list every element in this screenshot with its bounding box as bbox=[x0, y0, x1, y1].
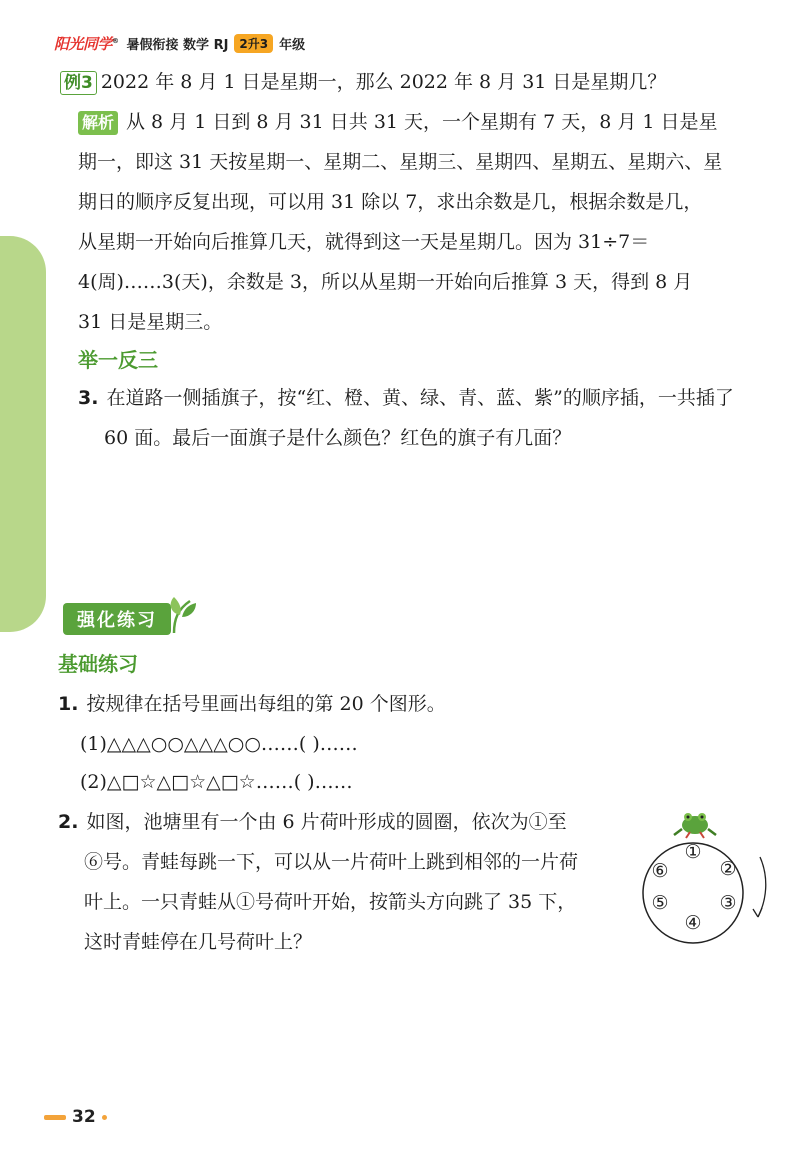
analysis-tag: 解析 bbox=[78, 111, 118, 135]
example-question: 例3 2022 年 8 月 1 日是星期一，那么 2022 年 8 月 31 日是星期几？ bbox=[60, 68, 666, 96]
leaf-icon bbox=[168, 595, 198, 635]
question-3-line-1: 3. 在道路一侧插旗子，按“红、橙、黄、绿、青、蓝、紫”的顺序插，一共插了 bbox=[78, 387, 734, 409]
question-1-part-1: (1)△△△○○△△△○○……( )…… bbox=[80, 733, 358, 755]
pond-diagram bbox=[640, 805, 780, 945]
question-2-line-3: 叶上。一只青蛙从①号荷叶开始，按箭头方向跳了 35 下， bbox=[84, 891, 577, 913]
example-tag: 例3 bbox=[60, 71, 97, 95]
book-title: 暑假衔接 数学 RJ bbox=[126, 37, 229, 53]
page-header bbox=[54, 32, 305, 54]
reinforce-label: 强化练习 bbox=[63, 603, 171, 635]
question-1: 1. 按规律在括号里画出每组的第 20 个图形。 bbox=[58, 693, 446, 715]
basic-practice-heading: 基础练习 bbox=[58, 652, 138, 676]
pad-6: ⑥ bbox=[651, 860, 669, 882]
analysis-line-3: 期日的顺序反复出现，可以用 31 除以 7，求出余数是几，根据余数是几， bbox=[78, 191, 703, 213]
grade-badge: 2升3 bbox=[234, 34, 273, 53]
pad-1: ① bbox=[684, 841, 702, 863]
analysis-line-2: 期一，即这 31 天按星期一、星期二、星期三、星期四、星期五、星期六、星 bbox=[78, 151, 723, 173]
question-2-line-1: 2. 如图，池塘里有一个由 6 片荷叶形成的圆圈，依次为①至 bbox=[58, 811, 567, 833]
practice-heading: 举一反三 bbox=[78, 348, 158, 372]
analysis-line-6: 31 日是星期三。 bbox=[78, 311, 223, 333]
analysis-line-5: 4(周)……3(天)，余数是 3，所以从星期一开始向后推算 3 天，得到 8 月 bbox=[78, 271, 693, 293]
pad-3: ③ bbox=[719, 892, 737, 914]
analysis-line-1: 解析 从 8 月 1 日到 8 月 31 日共 31 天，一个星期有 7 天，8 月 1 日是星 bbox=[78, 108, 718, 136]
pad-4: ④ bbox=[684, 912, 702, 934]
brand-logo: 阳光同学® bbox=[54, 34, 119, 53]
pad-5: ⑤ bbox=[651, 892, 669, 914]
question-1-part-2: (2)△□☆△□☆△□☆……( )…… bbox=[80, 771, 353, 793]
page-number: 32 bbox=[72, 1107, 96, 1127]
footer-dot bbox=[102, 1115, 107, 1120]
question-2-line-2: ⑥号。青蛙每跳一下，可以从一片荷叶上跳到相邻的一片荷 bbox=[84, 851, 579, 873]
analysis-line-4: 从星期一开始向后推算几天，就得到这一天是星期几。因为 31÷7＝ bbox=[78, 231, 650, 253]
question-2-line-4: 这时青蛙停在几号荷叶上？ bbox=[84, 931, 313, 953]
question-3-line-2: 60 面。最后一面旗子是什么颜色？红色的旗子有几面？ bbox=[104, 427, 572, 449]
grade-suffix: 年级 bbox=[279, 37, 306, 53]
footer-bar bbox=[44, 1115, 66, 1120]
page-footer bbox=[44, 1107, 107, 1127]
pad-2: ② bbox=[719, 858, 737, 880]
side-decor-band bbox=[0, 236, 46, 632]
frog-icon bbox=[674, 813, 716, 838]
